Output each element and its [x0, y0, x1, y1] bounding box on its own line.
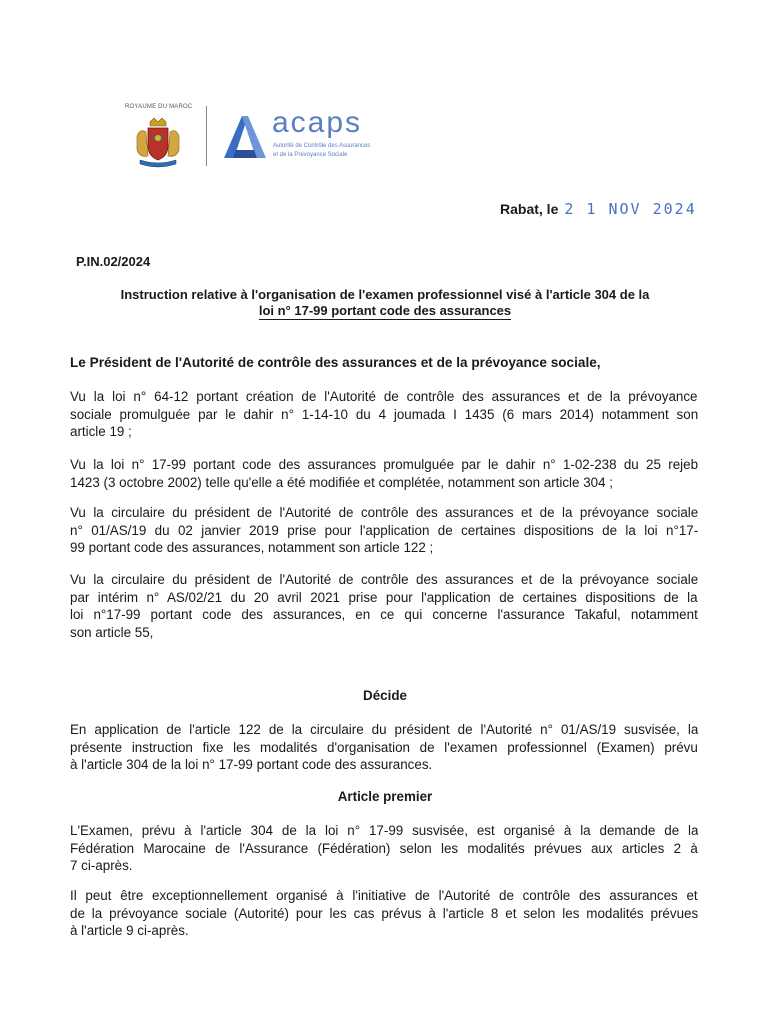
- article-line: à l'article 9 ci-après.: [70, 923, 189, 938]
- recital-line: Vu la loi n° 17-99 portant code des assurances promulguée par le dahir n° 1-02-238 du 25 rejeb: [70, 457, 698, 472]
- acaps-subtitle-line2: et de la Prévoyance Sociale: [273, 152, 348, 158]
- logo-divider: [206, 106, 207, 166]
- article-line: L'Examen, prévu à l'article 304 de la loi n° 17-99 susvisée, est organisé à la demande de la: [70, 823, 698, 838]
- date-line: [500, 200, 697, 224]
- recital-line: son article 55,: [70, 624, 154, 640]
- recital-3: [70, 504, 698, 557]
- acaps-logo-icon: [220, 114, 268, 160]
- acaps-subtitle: [273, 142, 370, 160]
- article-line: de la prévoyance sociale (Autorité) pour les cas prévus à l'article 8 et selon les modalités prévues: [70, 905, 698, 921]
- decide-paragraph: [70, 721, 698, 774]
- recital-line: sociale promulguée par le dahir n° 1-14-10 du 4 joumada I 1435 (6 mars 2014) notamment son: [70, 406, 698, 422]
- recital-line: Vu la circulaire du président de l'Autorité de contrôle des assurances et de la prévoyance sociale: [70, 505, 698, 520]
- decide-heading: Décide: [363, 688, 407, 703]
- recital-line: Vu la loi n° 64-12 portant création de l'Autorité de contrôle des assurances et de la prévoyance: [70, 389, 698, 404]
- president-heading: Le Président de l'Autorité de contrôle des assurances et de la prévoyance sociale,: [70, 355, 601, 370]
- kingdom-label: ROYAUME DU MAROC: [125, 104, 193, 110]
- letterhead: [120, 100, 420, 172]
- article-paragraph-2: [70, 887, 698, 940]
- title-line-2: [70, 303, 700, 319]
- recital-line: 99 portant code des assurances, notamment son article 122 ;: [70, 540, 434, 555]
- recital-2: [70, 456, 698, 491]
- decide-line: présente instruction fixe les modalités d'organisation de l'examen professionnel (Examen) prévu: [70, 739, 698, 755]
- decide-line: En application de l'article 122 de la circulaire du président de l'Autorité n° 01/AS/19 susvisée, la: [70, 722, 698, 737]
- recital-line: par intérim n° AS/02/21 du 20 avril 2021 prise pour l'application de certaines dispositions de la: [70, 589, 698, 605]
- recital-line: n° 01/AS/19 du 02 janvier 2019 prise pour l'application de certaines dispositions de la loi n°17-: [70, 522, 698, 538]
- date-prefix: Rabat, le: [500, 201, 559, 217]
- title-line-2-text: loi n° 17-99 portant code des assurances: [258, 303, 512, 318]
- document-reference: P.IN.02/2024: [76, 254, 151, 269]
- acaps-wordmark: acaps: [272, 106, 363, 139]
- article-paragraph-1: [70, 822, 698, 875]
- article-heading: Article premier: [337, 789, 433, 804]
- recital-line: loi n°17-99 portant code des assurances, en ce qui concerne l'assurance Takaful, notamment: [70, 607, 698, 622]
- recital-line: article 19 ;: [70, 424, 132, 439]
- date-stamp: 2 1 NOV 2024: [564, 200, 697, 218]
- article-line: 7 ci-après.: [70, 858, 133, 873]
- decide-line: à l'article 304 de la loi n° 17-99 portant code des assurances.: [70, 757, 433, 772]
- recital-4: [70, 571, 698, 641]
- title-line-1: Instruction relative à l'organisation de l'examen professionnel visé à l'article 304 de la: [120, 287, 650, 302]
- coat-of-arms-icon: [134, 116, 182, 168]
- recital-line: 1423 (3 octobre 2002) telle qu'elle a été modifiée et complétée, notamment son article 304 ;: [70, 474, 613, 490]
- document-title: [70, 287, 700, 319]
- acaps-subtitle-line1: Autorité de Contrôle des Assurances: [273, 143, 371, 149]
- article-line: Fédération Marocaine de l'Assurance (Fédération) selon les modalités prévues aux articles 2 à: [70, 840, 698, 856]
- recital-line: Vu la circulaire du président de l'Autorité de contrôle des assurances et de la prévoyance sociale: [70, 572, 698, 587]
- article-line: Il peut être exceptionnellement organisé à l'initiative de l'Autorité de contrôle des assurances et: [70, 888, 698, 903]
- recital-1: [70, 388, 698, 441]
